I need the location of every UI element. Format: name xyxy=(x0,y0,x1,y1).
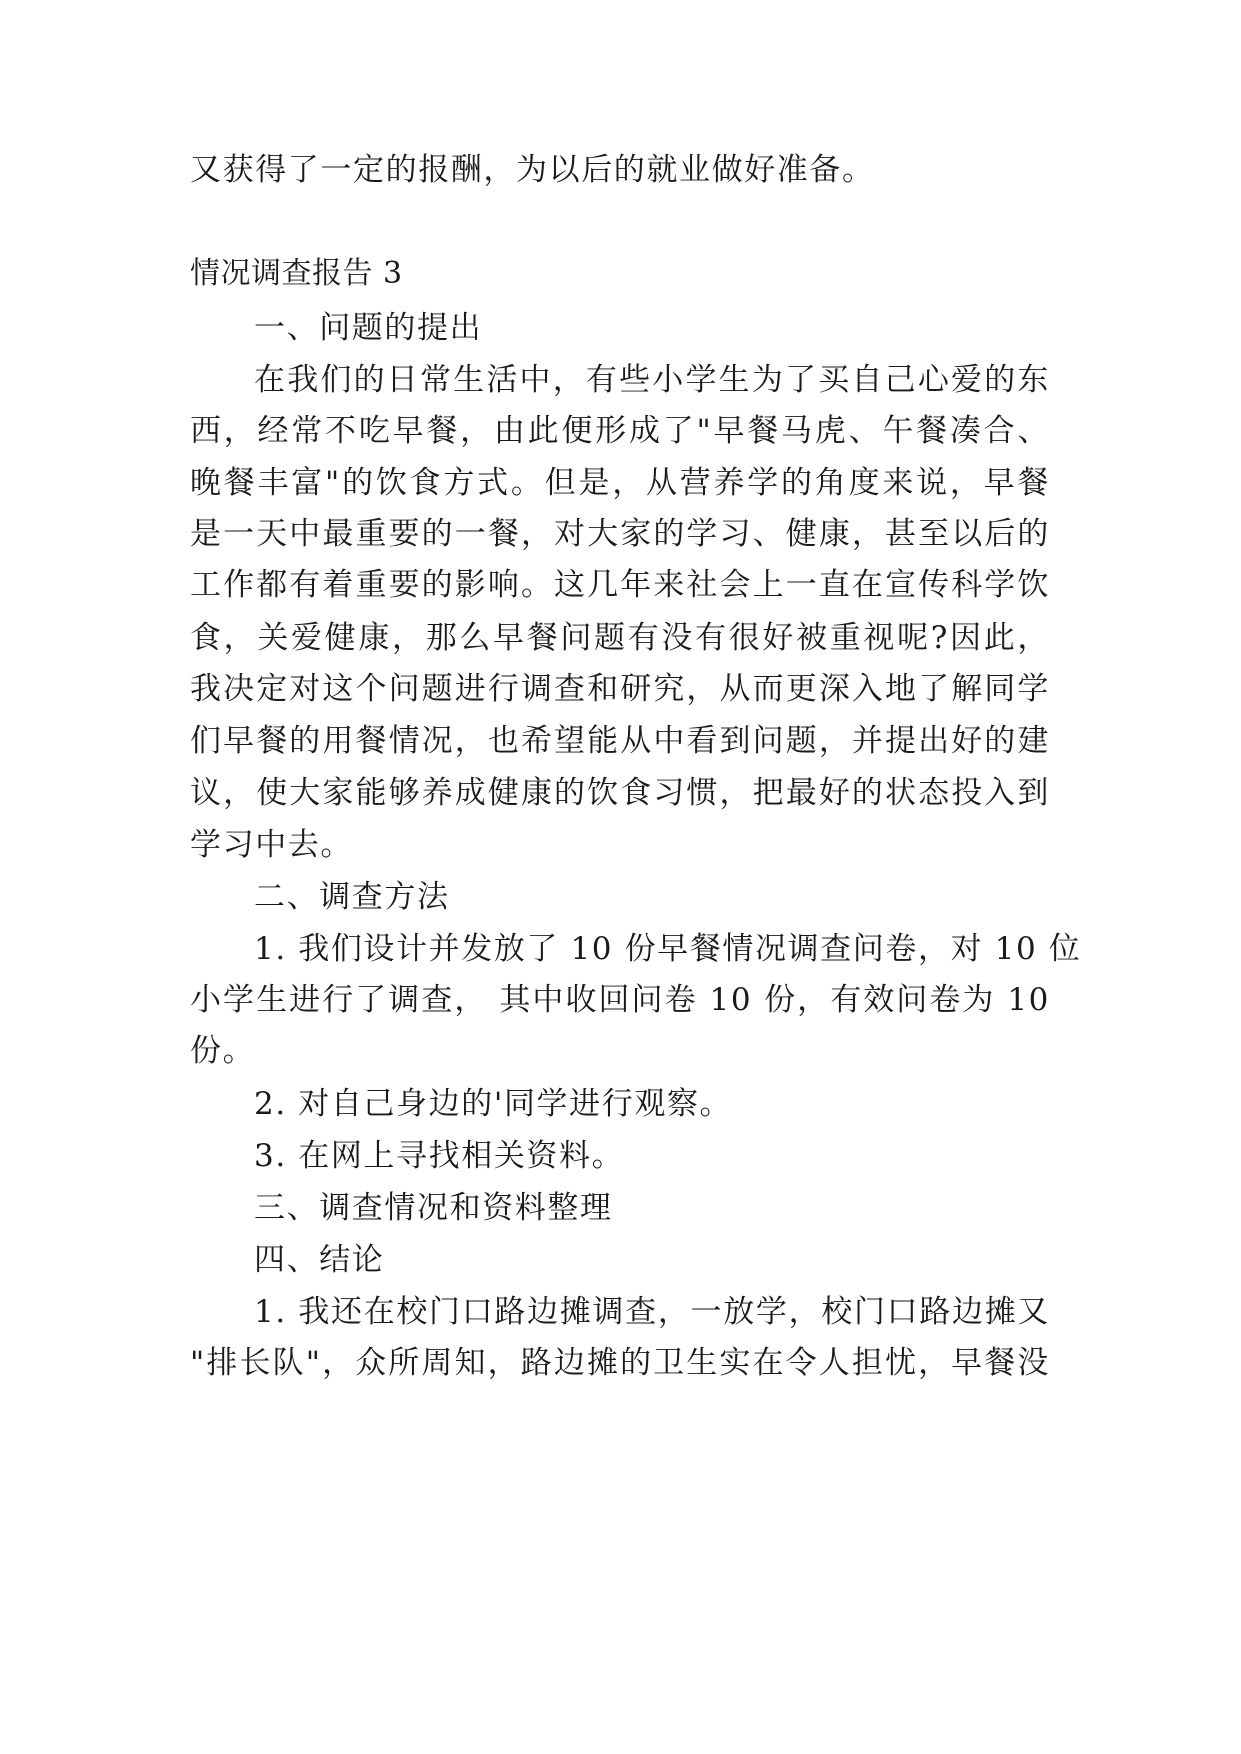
paragraph-line: 我决定对这个问题进行调查和研究，从而更深入地了解同学 xyxy=(190,671,1050,707)
paragraph-line: 西，经常不吃早餐，由此便形成了"早餐马虎、午餐凑合、 xyxy=(190,413,1050,449)
paragraph-line: 们早餐的用餐情况，也希望能从中看到问题，并提出好的建 xyxy=(190,723,1050,759)
heading-problem: 一、问题的提出 xyxy=(254,310,483,346)
paragraph-line: "排长队"，众所周知，路边摊的卫生实在令人担忧，早餐没 xyxy=(190,1345,1050,1381)
paragraph-line: 晚餐丰富"的饮食方式。但是，从营养学的角度来说，早餐 xyxy=(190,465,1050,501)
list-item: 3. 在网上寻找相关资料。 xyxy=(254,1138,625,1174)
paragraph-line: 小学生进行了调查， 其中收回问卷 10 份，有效问卷为 10 xyxy=(190,982,1050,1018)
heading-method: 二、调查方法 xyxy=(254,879,450,915)
paragraph-line: 又获得了一定的报酬，为以后的就业做好准备。 xyxy=(190,152,875,188)
paragraph-line: 工作都有着重要的影响。这几年来社会上一直在宣传科学饮 xyxy=(190,567,1050,603)
paragraph-line: 是一天中最重要的一餐，对大家的学习、健康，甚至以后的 xyxy=(190,516,1050,552)
heading-survey: 三、调查情况和资料整理 xyxy=(254,1190,613,1226)
heading-conclusion: 四、结论 xyxy=(254,1242,385,1278)
paragraph-line: 议，使大家能够养成健康的饮食习惯，把最好的状态投入到 xyxy=(190,775,1050,811)
paragraph-line: 1. 我们设计并发放了 10 份早餐情况调查问卷，对 10 位 xyxy=(254,931,1082,967)
paragraph-line: 1. 我还在校门口路边摊调查，一放学，校门口路边摊又 xyxy=(254,1294,1050,1330)
section-title: 情况调查报告 3 xyxy=(190,256,403,291)
paragraph-line: 份。 xyxy=(190,1033,256,1069)
paragraph-line: 在我们的日常生活中，有些小学生为了买自己心爱的东 xyxy=(254,362,1050,398)
list-item: 2. 对自己身边的'同学进行观察。 xyxy=(254,1086,733,1122)
paragraph-line: 学习中去。 xyxy=(190,827,353,863)
paragraph-line: 食，关爱健康，那么早餐问题有没有很好被重视呢?因此， xyxy=(190,620,1050,656)
